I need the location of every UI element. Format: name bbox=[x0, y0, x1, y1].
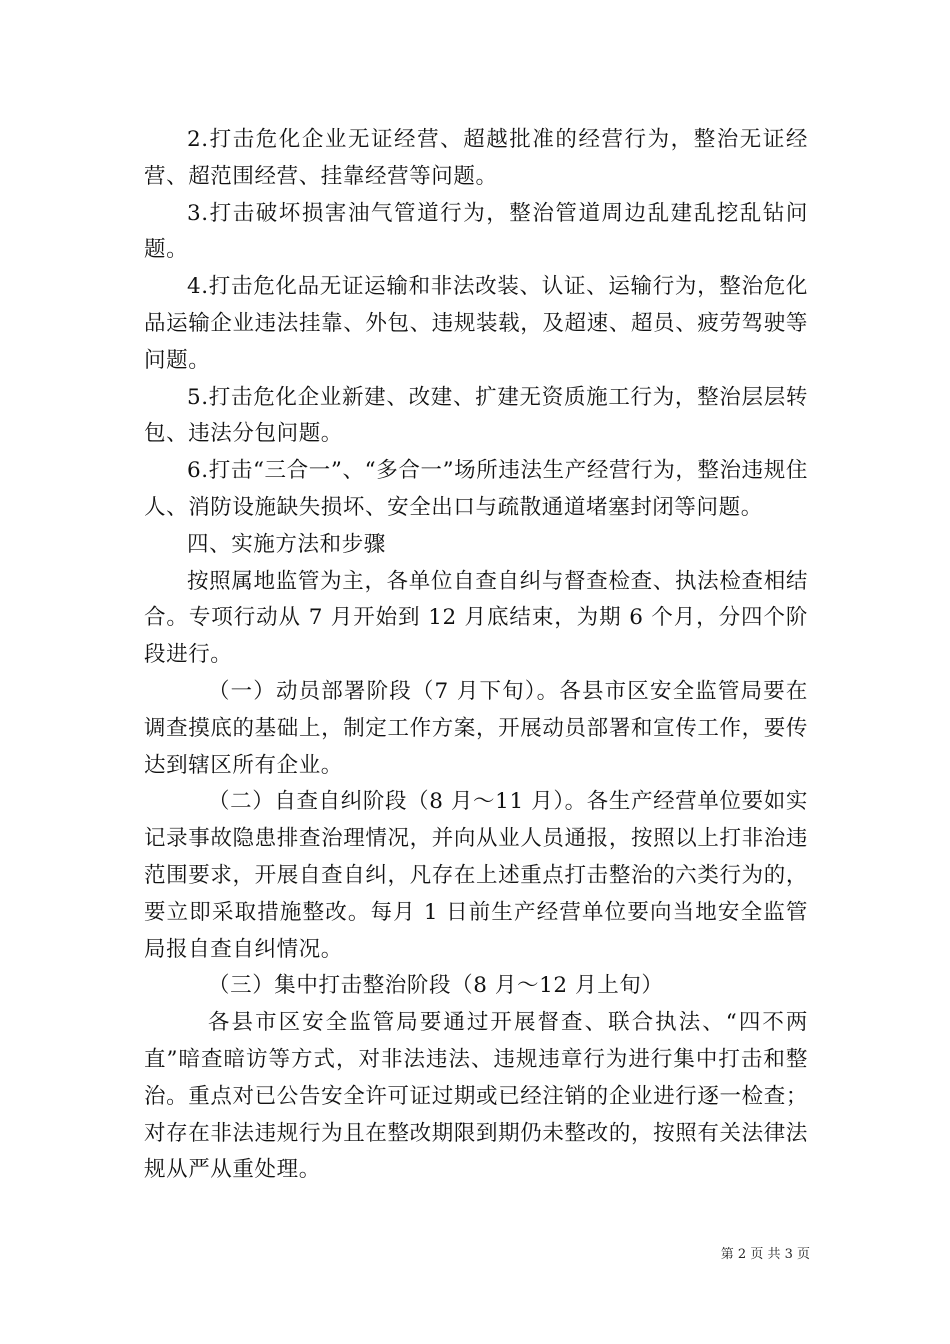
section-heading-four: 四、实施方法和步骤 bbox=[187, 531, 386, 557]
paragraph-item-6: 6.打击“三合一”、“多合一”场所违法生产经营行为，整治违规住人、消防设施缺失损坏、安全出口与疏散通道堵塞封闭等问题。 bbox=[144, 458, 808, 520]
stage-three-paragraph: 各县市区安全监管局要通过开展督查、联合执法、“四不两直”暗查暗访等方式，对非法违法、违规违章行为进行集中打击和整治。重点对已公告安全许可证过期或已经注销的企业进行逐一检查；对存在非法违规行为且在整改期限到期仍未整改的，按照有关法律法规从严从重处理。 bbox=[144, 1010, 808, 1183]
paragraph-item-2: 2.打击危化企业无证经营、超越批准的经营行为，整治无证经营、超范围经营、挂靠经营等问题。 bbox=[144, 127, 808, 189]
stage-two-paragraph: （二）自查自纠阶段（8 月～11 月）。各生产经营单位要如实记录事故隐患排查治理情况，并向从业人员通报，按照以上打非治违范围要求，开展自查自纠，凡存在上述重点打击整治的六类行为的，要立即采取措施整改。每月 1 日前生产经营单位要向当地安全监管局报自查自纠情况。 bbox=[144, 789, 808, 962]
stage-one-paragraph: （一）动员部署阶段（7 月下旬）。各县市区安全监管局要在调查摸底的基础上，制定工作方案，开展动员部署和宣传工作，要传达到辖区所有企业。 bbox=[144, 678, 808, 778]
paragraph-item-4: 4.打击危化品无证运输和非法改装、认证、运输行为，整治危化品运输企业违法挂靠、外包、违规装载，及超速、超员、疲劳驾驶等问题。 bbox=[144, 274, 808, 373]
page-number-footer: 第 2 页 共 3 页 bbox=[720, 1247, 810, 1262]
document-body bbox=[144, 122, 808, 1189]
paragraph-item-5: 5.打击危化企业新建、改建、扩建无资质施工行为，整治层层转包、违法分包问题。 bbox=[144, 384, 808, 447]
paragraph-item-3: 3.打击破坏损害油气管道行为，整治管道周边乱建乱挖乱钻问题。 bbox=[144, 200, 808, 263]
stage-three-heading: （三）集中打击整治阶段（8 月～12 月上旬） bbox=[208, 973, 664, 999]
paragraph-overview: 按照属地监管为主，各单位自查自纠与督查检查、执法检查相结合。专项行动从 7 月开始到 12 月底结束，为期 6 个月，分四个阶段进行。 bbox=[144, 568, 808, 668]
